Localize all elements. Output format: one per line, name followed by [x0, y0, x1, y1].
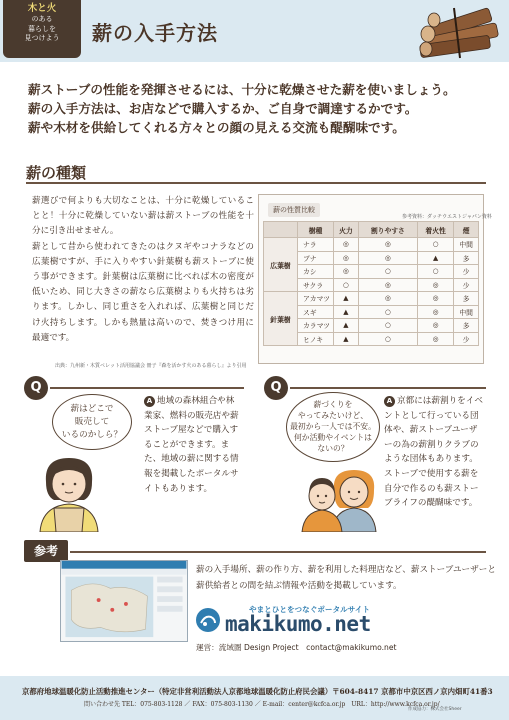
question-2-bubble	[286, 392, 380, 462]
smoke-cell: 少	[454, 332, 479, 346]
reference-rule	[70, 551, 486, 553]
bubble-line: 最初から一人では不安。	[290, 422, 376, 431]
ignite-cell: ○	[418, 265, 454, 279]
table-title: 薪の性質比較	[268, 203, 320, 217]
group-cell: 広葉樹	[264, 238, 298, 292]
split-cell: ◎	[358, 278, 417, 292]
answer-1-badge: A	[144, 396, 155, 407]
footer-contact: 問い合わせ先 TEL：075-803-1128 ／ FAX：075-803-1130 ／ E-mail：center@kcfca.or.jp URL：http://www.kcfca.or.jp/	[84, 701, 440, 708]
ignite-cell: ◎	[418, 319, 454, 333]
intro-line: 薪ストーブの性能を発揮させるには、十分に乾燥させた薪を使いましょう。	[28, 82, 456, 97]
smoke-cell: 多	[454, 251, 479, 265]
answer-2	[384, 394, 486, 511]
footer-organization: 京都府地球温暖化防止活動推進センター（特定非営利活動法人京都地球温暖化防止府民会議）〒604-8417 京都市中京区西ノ京内畑町41番3	[22, 687, 493, 696]
question-1-bubble	[52, 394, 132, 450]
footer-band	[0, 676, 509, 720]
species-cell: スギ	[298, 305, 334, 319]
makikumo-logo-icon	[195, 607, 221, 633]
split-cell: ○	[358, 319, 417, 333]
header-cell	[264, 222, 298, 238]
smoke-cell: 少	[454, 278, 479, 292]
species-cell: サクラ	[298, 278, 334, 292]
smoke-cell: 中間	[454, 238, 479, 252]
website-screenshot-image	[60, 560, 188, 642]
power-cell: ▲	[334, 292, 359, 306]
split-cell: ○	[358, 265, 417, 279]
badge-line-4: 見つけよう	[24, 34, 60, 42]
footer-credit: 作成協力：株式会社Sheer	[408, 707, 462, 712]
bubble-line: いるのかしら？	[61, 430, 123, 440]
paragraph: 薪選びで何よりも大切なことは、十分に乾燥していることと！十分に乾燥していない薪は薪ストーブの性能を十分に引き出せません。	[32, 196, 254, 237]
bubble-line: 何か活動やイベントは	[294, 433, 372, 442]
intro-line: 薪や木材を供給してくれる方々との顔の見える交流も醍醐味です。	[28, 120, 405, 135]
split-cell: ◎	[358, 251, 417, 265]
smoke-cell: 多	[454, 319, 479, 333]
site-name-link[interactable]: makikumo.net	[225, 612, 371, 636]
header-cell: 火力	[334, 222, 359, 238]
table-row	[264, 292, 479, 306]
badge-line-1: 木と火	[27, 3, 57, 14]
wood-types-text	[32, 194, 254, 346]
header-cell: 割りやすさ	[358, 222, 417, 238]
couple-illustration	[298, 466, 382, 532]
bubble-line: 薪づくりを	[313, 400, 353, 409]
question-1-rule	[50, 387, 244, 389]
split-cell: ◎	[358, 292, 417, 306]
answer-1-text: 地域の森林組合や林業家、燃料の販売店や薪ストーブ屋などで購入することができます。また、地域の薪に関する情報を掲載したポータルサイトもあります。	[144, 396, 239, 494]
bubble-line: 販売して	[74, 417, 110, 427]
question-1-badge: Q	[24, 376, 48, 400]
power-cell: ◎	[334, 251, 359, 265]
table-header-row	[264, 222, 479, 238]
species-cell: アカマツ	[298, 292, 334, 306]
reference-label: 参考	[24, 540, 68, 562]
series-badge	[3, 0, 81, 58]
group-cell: 針葉樹	[264, 292, 298, 346]
power-cell: ▲	[334, 319, 359, 333]
species-cell: カシ	[298, 265, 334, 279]
answer-2-text: 京都には薪割りをイベントとして行っている団体や、薪ストーブユーザーの為の薪割りクラブのような団体もあります。ストーブで使用する薪を自分で作るのも薪ストーブライフの醍醐味です。	[384, 396, 483, 509]
woman-illustration	[32, 452, 106, 532]
answer-1	[144, 394, 240, 496]
intro-line: 薪の入手方法は、お店などで購入するか、ご自身で調達するかです。	[28, 101, 418, 116]
ignite-cell: ◎	[418, 305, 454, 319]
bubble-line: 薪はどこで	[70, 404, 114, 414]
badge-line-2: のある	[31, 15, 53, 23]
split-cell: ○	[358, 305, 417, 319]
table-row	[264, 238, 479, 252]
ignite-cell: ◎	[418, 292, 454, 306]
bubble-line: やってみたいけど、	[297, 411, 369, 420]
species-cell: ヒノキ	[298, 332, 334, 346]
site-tagline: やまとひとをつなぐポータルサイト	[249, 605, 370, 614]
ignite-cell: ▲	[418, 251, 454, 265]
species-cell: カラマツ	[298, 319, 334, 333]
smoke-cell: 少	[454, 265, 479, 279]
question-2-rule	[290, 387, 486, 389]
bubble-line: ないの？	[317, 444, 349, 453]
answer-2-badge: A	[384, 396, 395, 407]
section-title: 薪の種類	[26, 164, 87, 182]
smoke-cell: 中間	[454, 305, 479, 319]
header-cell: 煙	[454, 222, 479, 238]
table-reference: 参考資料：ダッチウエストジャパン資料	[402, 214, 492, 220]
split-cell: ○	[358, 332, 417, 346]
species-cell: ブナ	[298, 251, 334, 265]
reference-text: 薪の入手場所、薪の作り方、薪を利用した料理店など、薪ストーブユーザーと薪供給者との間を結ぶ情報や活動を掲載しています。	[196, 565, 496, 591]
species-cell: ナラ	[298, 238, 334, 252]
power-cell: ▲	[334, 332, 359, 346]
smoke-cell: 多	[454, 292, 479, 306]
power-cell: ◎	[334, 265, 359, 279]
power-cell: ▲	[334, 305, 359, 319]
badge-line-3: 暮らしを	[28, 24, 56, 33]
ignite-cell: ○	[418, 238, 454, 252]
section-heading	[26, 158, 486, 184]
power-cell: ○	[334, 278, 359, 292]
page-title: 薪の入手方法	[92, 21, 218, 45]
intro-text	[28, 80, 498, 137]
ignite-cell: ◎	[418, 278, 454, 292]
site-contact: 運営：流域圏 Design Project contact@makikumo.net	[196, 643, 397, 652]
ignite-cell: ◎	[418, 332, 454, 346]
question-2-badge: Q	[264, 376, 288, 400]
split-cell: ◎	[358, 238, 417, 252]
wood-properties-table	[263, 221, 479, 346]
header-cell: 樹種	[298, 222, 334, 238]
paragraph: 薪として昔から使われてきたのはクヌギやコナラなどの広葉樹ですが、手に入りやすい針葉樹も薪ストーブに使う事ができます。針葉樹は広葉樹に比べれば木の密度が低いため、同じ大きさの薪なら広葉樹よりも火持ちは劣ります。しかし、同じ重さを入れれば、広葉樹と同じだけ火持ちします。しかも熱量は高いので、焚きつけ用に最適です。	[32, 241, 254, 343]
firewood-bundle-illustration	[414, 2, 504, 60]
header-cell: 着火性	[418, 222, 454, 238]
power-cell: ◎	[334, 238, 359, 252]
source-note: 出典：九州新・木質ペレット活用協議会 冊子『森を活かす火のある暮らし』より引用	[55, 363, 247, 369]
